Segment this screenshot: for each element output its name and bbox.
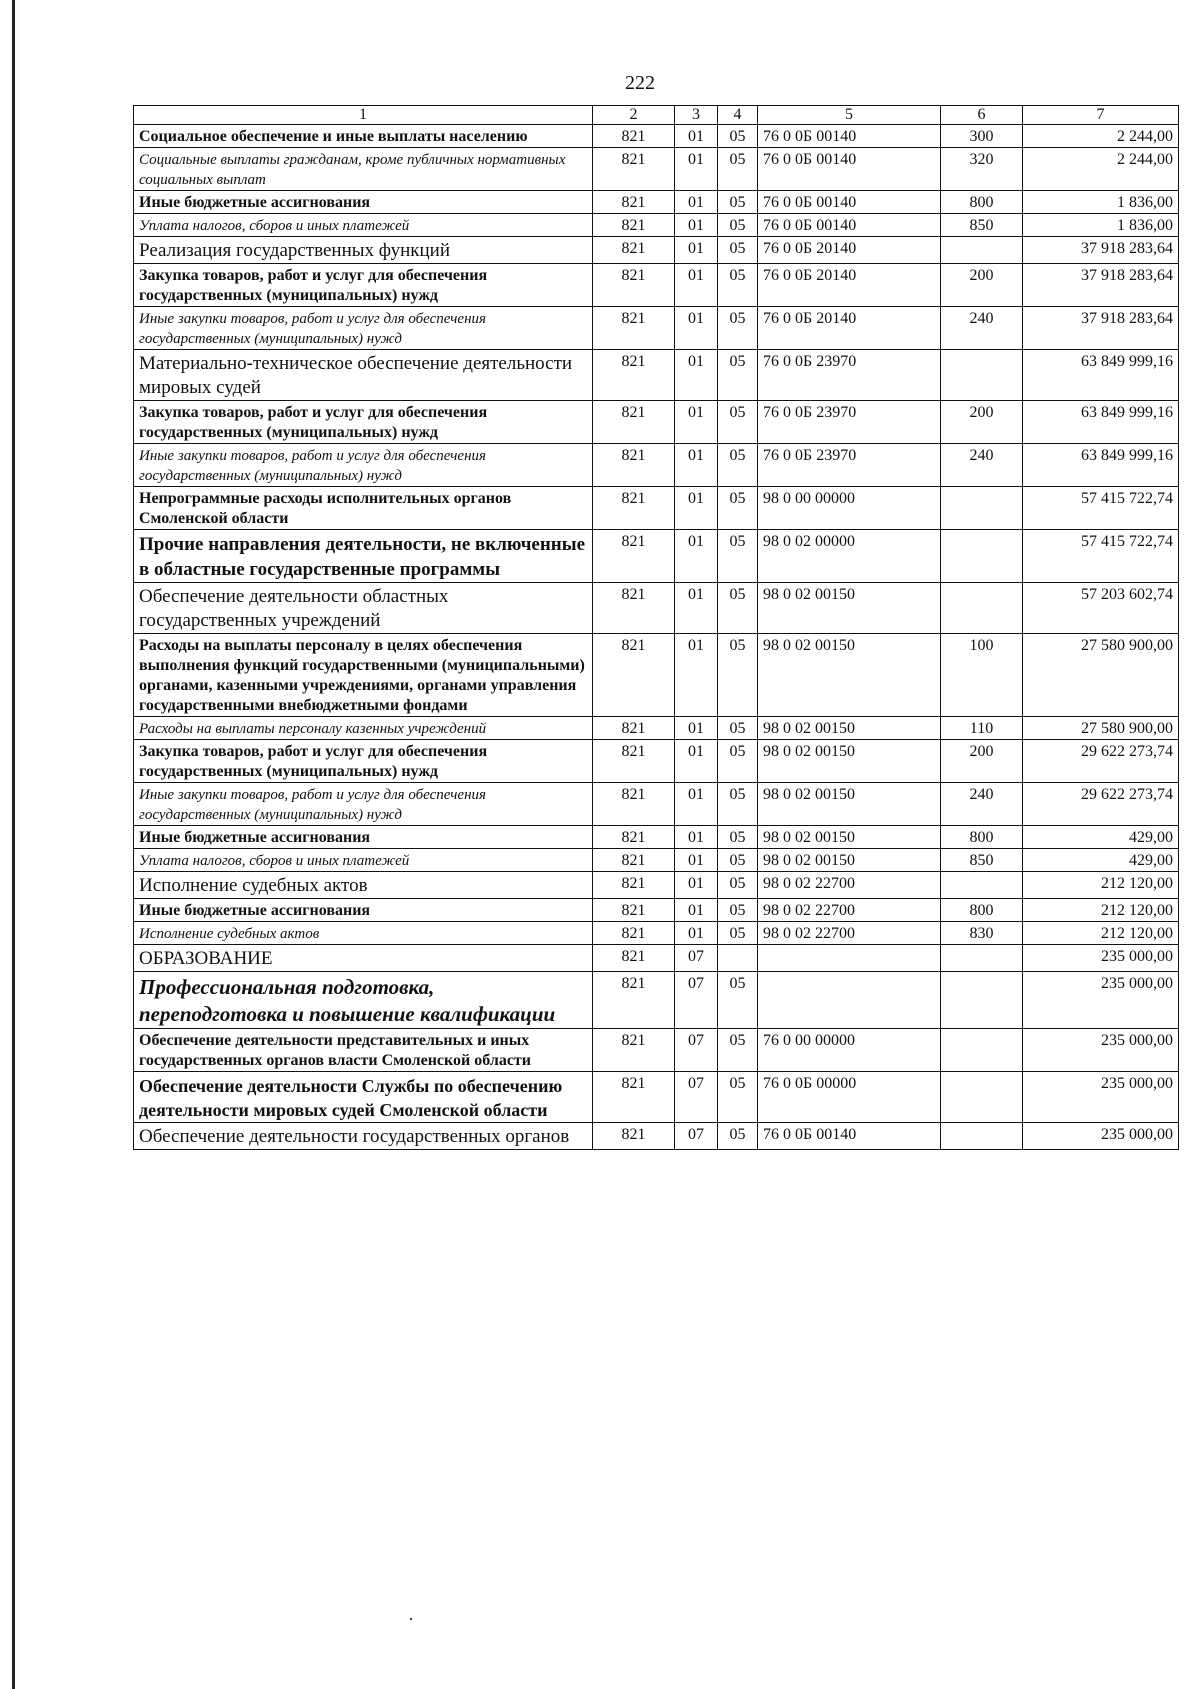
row-name-cell: Закупка товаров, работ и услуг для обеспечения государственных (муниципальных) нужд	[134, 264, 593, 307]
section-code-cell: 01	[675, 849, 718, 872]
subsection-code-cell: 05	[718, 307, 758, 350]
admin-code-cell: 821	[593, 783, 675, 826]
admin-code-cell: 821	[593, 1029, 675, 1072]
row-name-cell: Обеспечение деятельности Службы по обеспечению деятельности мировых судей Смоленской области	[134, 1072, 593, 1123]
expense-type-cell: 800	[941, 191, 1023, 214]
target-article-cell: 76 0 0Б 00000	[758, 1072, 941, 1123]
admin-code-cell: 821	[593, 237, 675, 264]
row-name-cell: Реализация государственных функций	[134, 237, 593, 264]
section-code-cell: 01	[675, 530, 718, 583]
table-row	[134, 350, 1179, 401]
expense-type-cell: 200	[941, 740, 1023, 783]
expense-type-cell: 800	[941, 899, 1023, 922]
section-code-cell: 01	[675, 125, 718, 148]
section-code-cell: 01	[675, 148, 718, 191]
expense-type-cell: 200	[941, 401, 1023, 444]
row-name-cell: Иные бюджетные ассигнования	[134, 899, 593, 922]
amount-cell: 235 000,00	[1023, 945, 1179, 972]
section-code-cell: 01	[675, 487, 718, 530]
subsection-code-cell: 05	[718, 401, 758, 444]
row-name-cell: Расходы на выплаты персоналу в целях обеспечения выполнения функций государственными (муниципальными) органами, казенными учреждениями, органами управления государственными внебюджетными фондами	[134, 634, 593, 717]
admin-code-cell: 821	[593, 1072, 675, 1123]
expense-type-cell	[941, 530, 1023, 583]
amount-cell: 57 415 722,74	[1023, 530, 1179, 583]
expense-type-cell	[941, 872, 1023, 899]
row-name-cell: Социальное обеспечение и иные выплаты населению	[134, 125, 593, 148]
row-name-cell: Иные закупки товаров, работ и услуг для обеспечения государственных (муниципальных) нужд	[134, 307, 593, 350]
row-name-cell: Иные закупки товаров, работ и услуг для обеспечения государственных (муниципальных) нужд	[134, 444, 593, 487]
target-article-cell: 98 0 00 00000	[758, 487, 941, 530]
table-row	[134, 307, 1179, 350]
table-row	[134, 740, 1179, 783]
subsection-code-cell: 05	[718, 125, 758, 148]
amount-cell: 1 836,00	[1023, 191, 1179, 214]
subsection-code-cell: 05	[718, 872, 758, 899]
target-article-cell: 98 0 02 22700	[758, 899, 941, 922]
admin-code-cell: 821	[593, 214, 675, 237]
subsection-code-cell: 05	[718, 634, 758, 717]
target-article-cell	[758, 945, 941, 972]
expense-type-cell	[941, 972, 1023, 1029]
section-code-cell: 01	[675, 214, 718, 237]
table-row	[134, 264, 1179, 307]
subsection-code-cell: 05	[718, 350, 758, 401]
subsection-code-cell: 05	[718, 740, 758, 783]
admin-code-cell: 821	[593, 125, 675, 148]
amount-cell: 29 622 273,74	[1023, 783, 1179, 826]
admin-code-cell: 821	[593, 740, 675, 783]
amount-cell: 235 000,00	[1023, 1123, 1179, 1150]
table-row	[134, 922, 1179, 945]
admin-code-cell: 821	[593, 899, 675, 922]
expense-type-cell: 110	[941, 717, 1023, 740]
admin-code-cell: 821	[593, 849, 675, 872]
target-article-cell: 76 0 0Б 23970	[758, 444, 941, 487]
section-code-cell: 07	[675, 1123, 718, 1150]
table-row	[134, 849, 1179, 872]
admin-code-cell: 821	[593, 945, 675, 972]
row-name-cell: Уплата налогов, сборов и иных платежей	[134, 849, 593, 872]
section-code-cell: 01	[675, 872, 718, 899]
subsection-code-cell: 05	[718, 1072, 758, 1123]
subsection-code-cell	[718, 945, 758, 972]
amount-cell: 27 580 900,00	[1023, 717, 1179, 740]
section-code-cell: 01	[675, 401, 718, 444]
table-row	[134, 444, 1179, 487]
target-article-cell: 76 0 0Б 00140	[758, 125, 941, 148]
table-row	[134, 530, 1179, 583]
target-article-cell: 76 0 00 00000	[758, 1029, 941, 1072]
row-name-cell: Исполнение судебных актов	[134, 872, 593, 899]
table-row	[134, 401, 1179, 444]
subsection-code-cell: 05	[718, 849, 758, 872]
row-name-cell: Уплата налогов, сборов и иных платежей	[134, 214, 593, 237]
amount-cell: 235 000,00	[1023, 972, 1179, 1029]
admin-code-cell: 821	[593, 148, 675, 191]
admin-code-cell: 821	[593, 922, 675, 945]
header-cell: 3	[675, 106, 718, 125]
subsection-code-cell: 05	[718, 444, 758, 487]
section-code-cell: 01	[675, 191, 718, 214]
subsection-code-cell: 05	[718, 530, 758, 583]
amount-cell: 63 849 999,16	[1023, 350, 1179, 401]
target-article-cell	[758, 972, 941, 1029]
expense-type-cell: 240	[941, 783, 1023, 826]
expense-type-cell: 850	[941, 214, 1023, 237]
admin-code-cell: 821	[593, 972, 675, 1029]
target-article-cell: 98 0 02 22700	[758, 872, 941, 899]
target-article-cell: 76 0 0Б 00140	[758, 1123, 941, 1150]
table-row	[134, 214, 1179, 237]
row-name-cell: Исполнение судебных актов	[134, 922, 593, 945]
row-name-cell: Иные бюджетные ассигнования	[134, 826, 593, 849]
table-row	[134, 783, 1179, 826]
target-article-cell: 98 0 02 00150	[758, 583, 941, 634]
row-name-cell: Расходы на выплаты персоналу казенных учреждений	[134, 717, 593, 740]
row-name-cell: Материально-техническое обеспечение деятельности мировых судей	[134, 350, 593, 401]
amount-cell: 212 120,00	[1023, 872, 1179, 899]
target-article-cell: 98 0 02 00150	[758, 634, 941, 717]
row-name-cell: Прочие направления деятельности, не включенные в областные государственные программы	[134, 530, 593, 583]
amount-cell: 2 244,00	[1023, 148, 1179, 191]
target-article-cell: 98 0 02 00150	[758, 826, 941, 849]
table-row	[134, 945, 1179, 972]
subsection-code-cell: 05	[718, 899, 758, 922]
expense-type-cell	[941, 487, 1023, 530]
row-name-cell: Непрограммные расходы исполнительных органов Смоленской области	[134, 487, 593, 530]
subsection-code-cell: 05	[718, 783, 758, 826]
row-name-cell: ОБРАЗОВАНИЕ	[134, 945, 593, 972]
scan-speck	[410, 1618, 412, 1620]
subsection-code-cell: 05	[718, 1029, 758, 1072]
admin-code-cell: 821	[593, 1123, 675, 1150]
expense-type-cell	[941, 945, 1023, 972]
target-article-cell: 98 0 02 00150	[758, 717, 941, 740]
amount-cell: 63 849 999,16	[1023, 444, 1179, 487]
subsection-code-cell: 05	[718, 717, 758, 740]
subsection-code-cell: 05	[718, 237, 758, 264]
table-row	[134, 191, 1179, 214]
target-article-cell: 76 0 0Б 00140	[758, 148, 941, 191]
expense-type-cell: 200	[941, 264, 1023, 307]
target-article-cell: 76 0 0Б 20140	[758, 307, 941, 350]
row-name-cell: Иные бюджетные ассигнования	[134, 191, 593, 214]
row-name-cell: Профессиональная подготовка, переподготовка и повышение квалификации	[134, 972, 593, 1029]
table-row	[134, 717, 1179, 740]
admin-code-cell: 821	[593, 350, 675, 401]
expense-type-cell	[941, 350, 1023, 401]
amount-cell: 37 918 283,64	[1023, 307, 1179, 350]
amount-cell: 235 000,00	[1023, 1029, 1179, 1072]
amount-cell: 2 244,00	[1023, 125, 1179, 148]
expense-type-cell: 240	[941, 444, 1023, 487]
amount-cell: 429,00	[1023, 849, 1179, 872]
amount-cell: 37 918 283,64	[1023, 237, 1179, 264]
admin-code-cell: 821	[593, 826, 675, 849]
amount-cell: 429,00	[1023, 826, 1179, 849]
table-row	[134, 583, 1179, 634]
section-code-cell: 01	[675, 634, 718, 717]
table-row	[134, 487, 1179, 530]
target-article-cell: 98 0 02 00000	[758, 530, 941, 583]
admin-code-cell: 821	[593, 583, 675, 634]
subsection-code-cell: 05	[718, 583, 758, 634]
amount-cell: 37 918 283,64	[1023, 264, 1179, 307]
row-name-cell: Обеспечение деятельности представительных и иных государственных органов власти Смоленской области	[134, 1029, 593, 1072]
target-article-cell: 76 0 0Б 20140	[758, 237, 941, 264]
section-code-cell: 01	[675, 264, 718, 307]
section-code-cell: 07	[675, 945, 718, 972]
admin-code-cell: 821	[593, 872, 675, 899]
expense-type-cell	[941, 583, 1023, 634]
amount-cell: 29 622 273,74	[1023, 740, 1179, 783]
expense-type-cell: 100	[941, 634, 1023, 717]
admin-code-cell: 821	[593, 264, 675, 307]
subsection-code-cell: 05	[718, 148, 758, 191]
expense-type-cell: 800	[941, 826, 1023, 849]
section-code-cell: 01	[675, 899, 718, 922]
expense-type-cell: 320	[941, 148, 1023, 191]
target-article-cell: 98 0 02 00150	[758, 740, 941, 783]
expense-type-cell	[941, 1029, 1023, 1072]
section-code-cell: 01	[675, 717, 718, 740]
expense-type-cell	[941, 237, 1023, 264]
table-row	[134, 826, 1179, 849]
table-row	[134, 899, 1179, 922]
amount-cell: 1 836,00	[1023, 214, 1179, 237]
section-code-cell: 07	[675, 1072, 718, 1123]
target-article-cell: 98 0 02 22700	[758, 922, 941, 945]
target-article-cell: 76 0 0Б 23970	[758, 350, 941, 401]
table-row	[134, 1029, 1179, 1072]
section-code-cell: 01	[675, 350, 718, 401]
admin-code-cell: 821	[593, 191, 675, 214]
section-code-cell: 07	[675, 972, 718, 1029]
subsection-code-cell: 05	[718, 922, 758, 945]
row-name-cell: Иные закупки товаров, работ и услуг для обеспечения государственных (муниципальных) нужд	[134, 783, 593, 826]
subsection-code-cell: 05	[718, 264, 758, 307]
header-cell: 2	[593, 106, 675, 125]
section-code-cell: 01	[675, 237, 718, 264]
admin-code-cell: 821	[593, 307, 675, 350]
header-cell: 5	[758, 106, 941, 125]
table-row	[134, 1072, 1179, 1123]
target-article-cell: 98 0 02 00150	[758, 849, 941, 872]
row-name-cell: Обеспечение деятельности областных государственных учреждений	[134, 583, 593, 634]
section-code-cell: 01	[675, 740, 718, 783]
admin-code-cell: 821	[593, 401, 675, 444]
table-row	[134, 872, 1179, 899]
subsection-code-cell: 05	[718, 191, 758, 214]
table-row	[134, 237, 1179, 264]
table-row	[134, 1123, 1179, 1150]
row-name-cell: Обеспечение деятельности государственных органов	[134, 1123, 593, 1150]
expense-type-cell	[941, 1123, 1023, 1150]
section-code-cell: 01	[675, 444, 718, 487]
amount-cell: 27 580 900,00	[1023, 634, 1179, 717]
subsection-code-cell: 05	[718, 214, 758, 237]
amount-cell: 57 415 722,74	[1023, 487, 1179, 530]
header-cell: 7	[1023, 106, 1179, 125]
table-row	[134, 972, 1179, 1029]
target-article-cell: 76 0 0Б 20140	[758, 264, 941, 307]
budget-table	[133, 105, 1179, 1150]
expense-type-cell: 830	[941, 922, 1023, 945]
table-row	[134, 634, 1179, 717]
section-code-cell: 01	[675, 307, 718, 350]
scan-edge-line	[12, 0, 15, 1689]
amount-cell: 235 000,00	[1023, 1072, 1179, 1123]
page-number: 222	[625, 72, 655, 94]
subsection-code-cell: 05	[718, 487, 758, 530]
section-code-cell: 01	[675, 826, 718, 849]
admin-code-cell: 821	[593, 444, 675, 487]
row-name-cell: Закупка товаров, работ и услуг для обеспечения государственных (муниципальных) нужд	[134, 740, 593, 783]
amount-cell: 212 120,00	[1023, 922, 1179, 945]
header-cell: 4	[718, 106, 758, 125]
expense-type-cell: 850	[941, 849, 1023, 872]
target-article-cell: 98 0 02 00150	[758, 783, 941, 826]
row-name-cell: Закупка товаров, работ и услуг для обеспечения государственных (муниципальных) нужд	[134, 401, 593, 444]
section-code-cell: 01	[675, 583, 718, 634]
section-code-cell: 07	[675, 1029, 718, 1072]
section-code-cell: 01	[675, 922, 718, 945]
table-row	[134, 125, 1179, 148]
target-article-cell: 76 0 0Б 23970	[758, 401, 941, 444]
subsection-code-cell: 05	[718, 826, 758, 849]
admin-code-cell: 821	[593, 530, 675, 583]
admin-code-cell: 821	[593, 634, 675, 717]
header-cell: 6	[941, 106, 1023, 125]
subsection-code-cell: 05	[718, 1123, 758, 1150]
table-row	[134, 148, 1179, 191]
header-cell: 1	[134, 106, 593, 125]
section-code-cell: 01	[675, 783, 718, 826]
admin-code-cell: 821	[593, 487, 675, 530]
amount-cell: 63 849 999,16	[1023, 401, 1179, 444]
target-article-cell: 76 0 0Б 00140	[758, 191, 941, 214]
expense-type-cell	[941, 1072, 1023, 1123]
expense-type-cell: 240	[941, 307, 1023, 350]
row-name-cell: Социальные выплаты гражданам, кроме публичных нормативных социальных выплат	[134, 148, 593, 191]
subsection-code-cell: 05	[718, 972, 758, 1029]
amount-cell: 212 120,00	[1023, 899, 1179, 922]
header-row	[134, 106, 1179, 125]
target-article-cell: 76 0 0Б 00140	[758, 214, 941, 237]
amount-cell: 57 203 602,74	[1023, 583, 1179, 634]
expense-type-cell: 300	[941, 125, 1023, 148]
admin-code-cell: 821	[593, 717, 675, 740]
